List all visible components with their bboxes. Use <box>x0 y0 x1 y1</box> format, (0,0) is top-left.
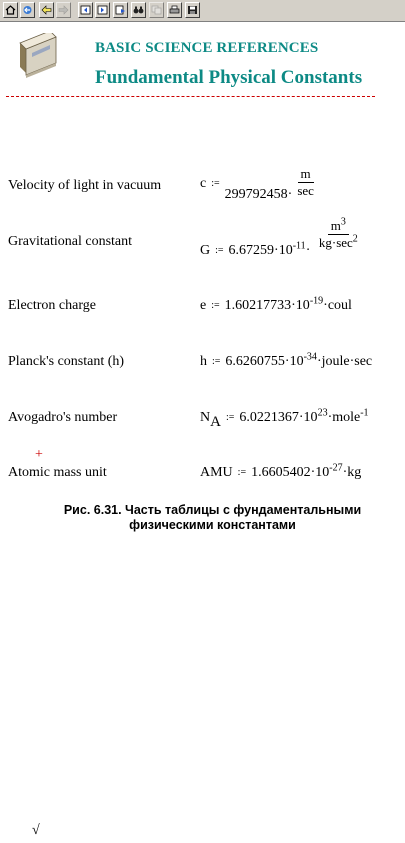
unit-fraction: $\frac{m^3}{kg\cdot\sec^2}$ <box>318 216 358 251</box>
home-icon[interactable] <box>3 2 18 18</box>
sqrt-symbol: √ <box>32 823 40 838</box>
search-binoculars-icon[interactable] <box>131 2 146 18</box>
book-reference-icon <box>16 33 62 79</box>
constant-expr-avogadro: NA := $6.0221367\cdot 10^{23}\cdot mole^{-1}$ <box>200 407 369 430</box>
constant-label-electron: Electron charge <box>8 298 96 313</box>
save-icon[interactable] <box>185 2 200 18</box>
constant-expr-planck: h := $6.6260755\cdot 10^{-34}\cdot joule\cdot\sec$ <box>200 351 373 369</box>
value: 299792458· <box>224 186 293 202</box>
assign-op: := <box>215 244 224 256</box>
constant-expr-electron: e := $1.60217733\cdot 10^{-19}\cdot coul$ <box>200 295 352 313</box>
first-page-icon[interactable] <box>78 2 93 18</box>
copy-icon[interactable] <box>149 2 164 18</box>
print-icon[interactable] <box>167 2 182 18</box>
symbol: G <box>200 242 211 258</box>
red-plus-marker: + <box>35 447 43 462</box>
bookmark-icon[interactable] <box>113 2 128 18</box>
assign-op: := <box>211 177 220 189</box>
constant-expr-light <box>200 167 317 201</box>
figure-caption: Рис. 6.31. Часть таблицы с фундаментальными физическими константами <box>63 503 362 532</box>
page-title: Fundamental Physical Constants <box>95 67 363 88</box>
constant-label-gravitational: Gravitational constant <box>8 234 133 249</box>
next-page-icon[interactable] <box>95 2 110 18</box>
constant-label-avogadro: Avogadro's number <box>8 410 118 425</box>
symbol: c <box>200 175 207 191</box>
divider <box>6 96 375 97</box>
arrow-right-icon[interactable] <box>56 2 71 18</box>
unit-fraction: $\frac{m}{\sec}$ <box>297 166 314 199</box>
constant-expr-gravitational: G := $6.67259\cdot 10^{-11}\cdot$ $\frac{m^3}{kg\cdot\sec^2}$ <box>200 218 361 252</box>
constant-label-amu: Atomic mass unit <box>8 465 107 480</box>
constant-label-light: Velocity of light in vacuum <box>8 178 162 193</box>
back-forward-icon[interactable] <box>20 2 35 18</box>
header-subtitle: BASIC SCIENCE REFERENCES <box>95 40 319 56</box>
arrow-left-icon[interactable] <box>39 2 54 18</box>
constant-expr-amu: AMU := $1.6605402\cdot 10^{-27}\cdot kg$ <box>200 462 362 480</box>
constant-label-planck: Planck's constant (h) <box>8 354 125 369</box>
toolbar <box>0 0 405 22</box>
